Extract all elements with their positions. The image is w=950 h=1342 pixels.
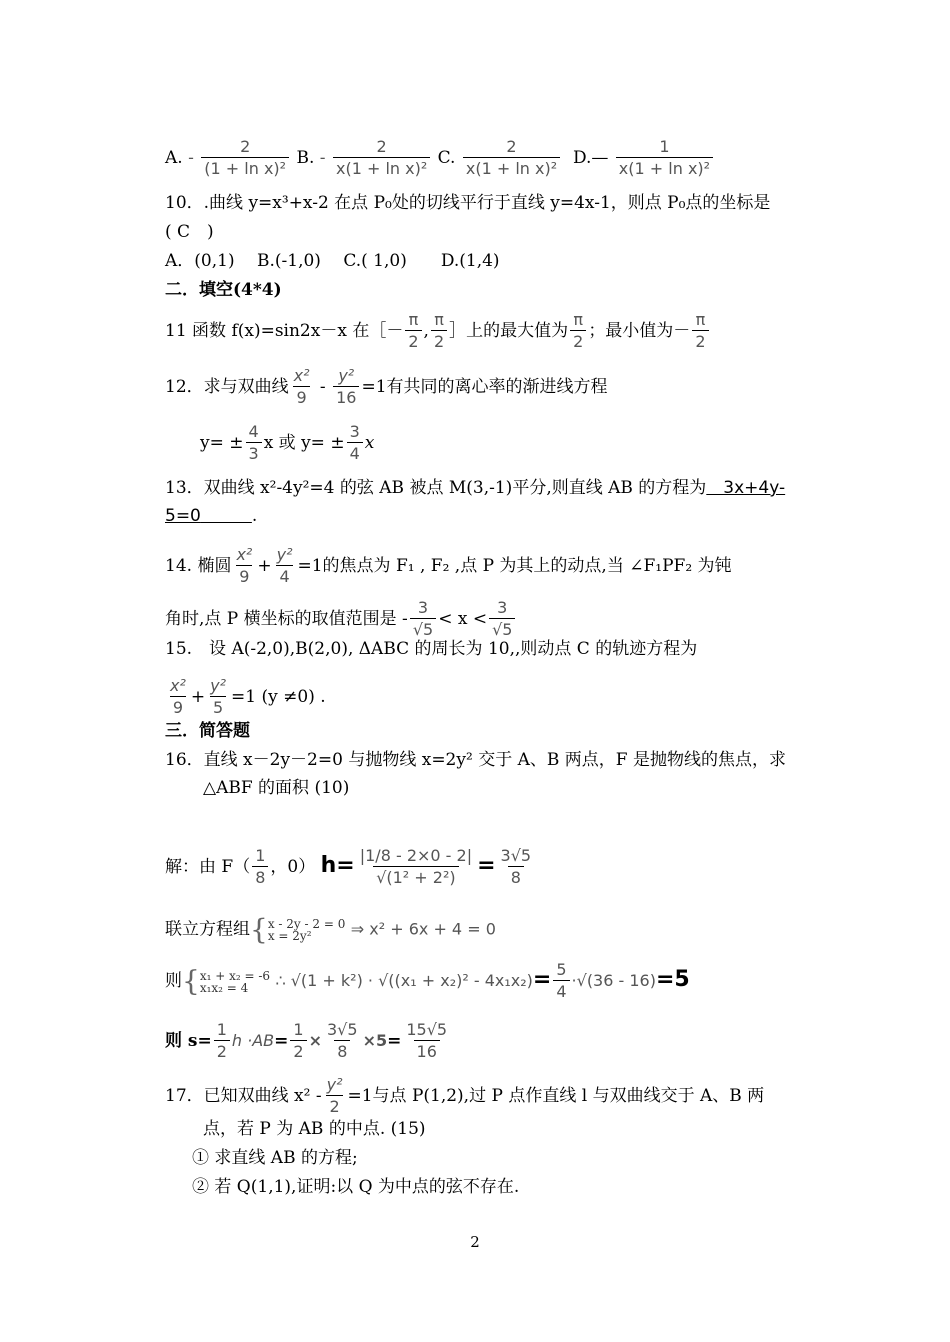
q17-line3: ① 求直线 AB 的方程; <box>192 1148 358 1168</box>
section-2-heading: 二．填空(4*4) <box>165 280 282 300</box>
page-number: 2 <box>470 1233 480 1251</box>
q13-answer-1: 3x+4y- <box>706 478 786 498</box>
q17-line1: 17．已知双曲线 x² - $\frac{\text{y²}}{2}$ =1与点 P(1,2),过 P 点作直线 l 与双曲线交于 A、B 两 <box>165 1075 765 1116</box>
option-b-label: B. <box>296 148 315 168</box>
option-d-fraction: $\frac{1}{\text{x(1 + ln x)²}}$ <box>616 137 713 180</box>
option-d-label: D.— <box>572 148 609 168</box>
q16-line2: △ABF 的面积 (10) <box>203 778 350 798</box>
q12: 12．求与双曲线 $\frac{\text{x²}}{9}$ - $\frac{\text{y²}}{16}$ =1有共同的离心率的渐进线方程 <box>165 366 608 407</box>
solution-line2: 联立方程组{ x - 2y - 2 = 0 x = 2y² ⇒ x² + 6x + 4 = 0 <box>165 913 496 946</box>
q10-line2: ( C ) <box>165 222 214 242</box>
solution-line3: 则{ x₁ + x₂ = -6 x₁x₂ = 4 ∴ √(1 + k²) · √((x₁ + x₂)² - 4x₁x₂)= $\frac{5}{4}$ ·√(36 - 16)=5 <box>165 960 690 1001</box>
q9-options: A. - $\frac{2}{\text{(1 + ln x)²}}$ B. - $\frac{2}{\text{x(1 + ln x)²}}$ C. $\frac{2}{\text{x(1 + ln x)²}}$ D.— $\frac{1}{\text{x(1 + ln x)²}}$ <box>165 137 715 180</box>
q17-line2: 点，若 P 为 AB 的中点. (15) <box>203 1119 426 1139</box>
option-a-label: A. <box>165 148 183 168</box>
option-a-fraction: $\frac{2}{\text{(1 + ln x)²}}$ <box>201 137 289 180</box>
q15-line2: $\frac{\text{x²}}{9}$ + $\frac{\text{y²}}{5}$ =1 (y ≠0) . <box>170 676 326 717</box>
q10-options: A．(0,1) B.(-1,0) C.( 1,0) D.(1,4) <box>165 251 500 271</box>
q15-line1: 15. 设 A(-2,0),B(2,0), ΔABC 的周长为 10,,则动点 C 的轨迹方程为 <box>165 639 698 659</box>
q14-line2: 角时,点 P 横坐标的取值范围是 - $\frac{3}{√5}$ < x < $\frac{3}{√5}$ <box>165 598 517 641</box>
q12-answer: y= ± $\frac{4}{3}$ x 或 y= ± $\frac{3}{4}$ x <box>200 422 375 463</box>
q14-line1: 14. 椭圆 $\frac{\text{x²}}{9}$ + $\frac{\text{y²}}{4}$ =1的焦点为 F₁ , F₂ ,点 P 为其上的动点,当 ∠F₁PF₂ 为钝 <box>165 545 732 586</box>
q13-line1: 13．双曲线 x²-4y²=4 的弦 AB 被点 M(3,-1)平分,则直线 AB 的方程为 3x+4y- <box>165 478 786 498</box>
q16-line1: 16．直线 x－2y－2=0 与抛物线 x=2y² 交于 A、B 两点，F 是抛物线的焦点，求 <box>165 750 786 770</box>
solution-line1: 解：由 F（ $\frac{1}{8}$ ，0） h= $\frac{|1/8 - 2\times 0 - 2|}{\text{√(1² + 2²)}}$ = $\frac{3√5}{8}$ <box>165 846 532 887</box>
q11: 11 函数 f(x)=sin2x－x 在［－ $\frac{\pi}{2}$ , $\frac{\pi}{2}$ ］上的最大值为 $\frac{\pi}{2}$ ；最小值为－ $\frac{\pi}{2}$ <box>165 310 711 353</box>
option-c-label: C. <box>437 148 456 168</box>
q13-line2: 5=0 . <box>165 506 258 526</box>
option-c-fraction: $\frac{2}{\text{x(1 + ln x)²}}$ <box>463 137 560 180</box>
q17-line4: ② 若 Q(1,1),证明:以 Q 为中点的弦不存在. <box>192 1177 520 1197</box>
section-3-heading: 三．简答题 <box>165 721 250 741</box>
option-b-fraction: $\frac{2}{\text{x(1 + ln x)²}}$ <box>333 137 430 180</box>
q13-answer-2: 5=0 <box>165 506 201 526</box>
solution-line4: 则 s= $\frac{1}{2}$ h ·AB= $\frac{1}{2}$ × $\frac{3√5}{8}$ ×5= $\frac{15√5}{16}$ <box>165 1020 448 1061</box>
q10-line1: 10．.曲线 y=x³+x-2 在点 P₀处的切线平行于直线 y=4x-1，则点 P₀点的坐标是 <box>165 193 771 213</box>
